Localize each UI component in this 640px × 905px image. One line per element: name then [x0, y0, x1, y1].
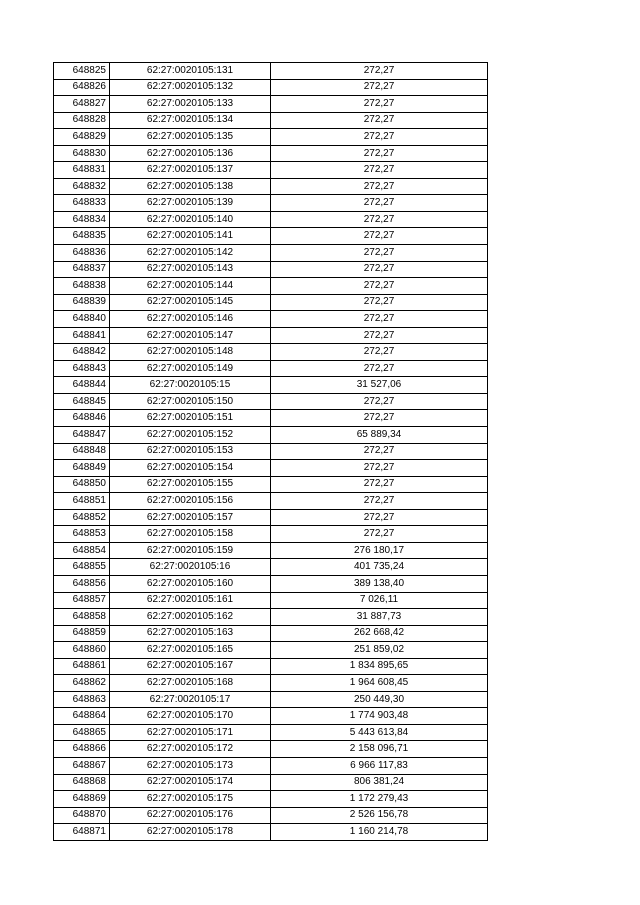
table-row: [54, 526, 488, 543]
cadastral-number-cell: 62:27:0020105:165: [110, 642, 271, 659]
value-cell: 806 381,24: [271, 774, 488, 791]
row-number-cell: 648855: [54, 559, 110, 576]
cadastral-number-cell: 62:27:0020105:175: [110, 791, 271, 808]
value-cell: 272,27: [271, 393, 488, 410]
table-row: [54, 211, 488, 228]
row-number-cell: 648857: [54, 592, 110, 609]
cadastral-number-cell: 62:27:0020105:147: [110, 327, 271, 344]
cadastral-number-cell: 62:27:0020105:158: [110, 526, 271, 543]
cadastral-number-cell: 62:27:0020105:155: [110, 476, 271, 493]
value-cell: 1 160 214,78: [271, 824, 488, 841]
value-cell: 31 527,06: [271, 377, 488, 394]
value-cell: 272,27: [271, 211, 488, 228]
value-cell: 272,27: [271, 63, 488, 80]
table-row: [54, 162, 488, 179]
row-number-cell: 648827: [54, 96, 110, 113]
row-number-cell: 648845: [54, 393, 110, 410]
value-cell: 272,27: [271, 195, 488, 212]
table-row: [54, 129, 488, 146]
table-row: [54, 691, 488, 708]
row-number-cell: 648826: [54, 79, 110, 96]
row-number-cell: 648850: [54, 476, 110, 493]
value-cell: 272,27: [271, 327, 488, 344]
table-row: [54, 658, 488, 675]
cadastral-number-cell: 62:27:0020105:172: [110, 741, 271, 758]
row-number-cell: 648844: [54, 377, 110, 394]
table-row: [54, 509, 488, 526]
row-number-cell: 648835: [54, 228, 110, 245]
table-row: [54, 327, 488, 344]
cadastral-number-cell: 62:27:0020105:141: [110, 228, 271, 245]
cadastral-number-cell: 62:27:0020105:133: [110, 96, 271, 113]
cadastral-number-cell: 62:27:0020105:144: [110, 278, 271, 295]
table-row: [54, 228, 488, 245]
value-cell: 272,27: [271, 79, 488, 96]
row-number-cell: 648842: [54, 344, 110, 361]
cadastral-number-cell: 62:27:0020105:139: [110, 195, 271, 212]
row-number-cell: 648831: [54, 162, 110, 179]
table-row: [54, 724, 488, 741]
cadastral-number-cell: 62:27:0020105:134: [110, 112, 271, 129]
table-row: [54, 609, 488, 626]
table-row: [54, 443, 488, 460]
value-cell: 401 735,24: [271, 559, 488, 576]
table-row: [54, 791, 488, 808]
row-number-cell: 648849: [54, 460, 110, 477]
cadastral-number-cell: 62:27:0020105:131: [110, 63, 271, 80]
table-row: [54, 708, 488, 725]
table-row: [54, 410, 488, 427]
value-cell: 272,27: [271, 228, 488, 245]
row-number-cell: 648839: [54, 294, 110, 311]
table-row: [54, 741, 488, 758]
cadastral-number-cell: 62:27:0020105:150: [110, 393, 271, 410]
value-cell: 65 889,34: [271, 427, 488, 444]
table-row: [54, 592, 488, 609]
row-number-cell: 648871: [54, 824, 110, 841]
value-cell: 272,27: [271, 178, 488, 195]
value-cell: 272,27: [271, 261, 488, 278]
value-cell: 272,27: [271, 360, 488, 377]
value-cell: 272,27: [271, 443, 488, 460]
table-row: [54, 476, 488, 493]
table-row: [54, 278, 488, 295]
value-cell: 1 774 903,48: [271, 708, 488, 725]
row-number-cell: 648863: [54, 691, 110, 708]
cadastral-number-cell: 62:27:0020105:153: [110, 443, 271, 460]
table-row: [54, 460, 488, 477]
table-row: [54, 824, 488, 841]
row-number-cell: 648847: [54, 427, 110, 444]
table-row: [54, 311, 488, 328]
row-number-cell: 648840: [54, 311, 110, 328]
value-cell: 272,27: [271, 493, 488, 510]
value-cell: 272,27: [271, 112, 488, 129]
cadastral-number-cell: 62:27:0020105:136: [110, 145, 271, 162]
row-number-cell: 648858: [54, 609, 110, 626]
value-cell: 389 138,40: [271, 575, 488, 592]
table-row: [54, 807, 488, 824]
cadastral-number-cell: 62:27:0020105:162: [110, 609, 271, 626]
cadastral-number-cell: 62:27:0020105:151: [110, 410, 271, 427]
row-number-cell: 648846: [54, 410, 110, 427]
value-cell: 272,27: [271, 96, 488, 113]
value-cell: 1 172 279,43: [271, 791, 488, 808]
table-row: [54, 625, 488, 642]
table-row: [54, 575, 488, 592]
value-cell: 272,27: [271, 294, 488, 311]
document-page: [53, 62, 488, 841]
table-row: [54, 393, 488, 410]
row-number-cell: 648825: [54, 63, 110, 80]
value-cell: 251 859,02: [271, 642, 488, 659]
cadastral-number-cell: 62:27:0020105:148: [110, 344, 271, 361]
row-number-cell: 648851: [54, 493, 110, 510]
row-number-cell: 648865: [54, 724, 110, 741]
value-cell: 272,27: [271, 476, 488, 493]
cadastral-number-cell: 62:27:0020105:152: [110, 427, 271, 444]
value-cell: 272,27: [271, 526, 488, 543]
row-number-cell: 648856: [54, 575, 110, 592]
row-number-cell: 648843: [54, 360, 110, 377]
value-cell: 272,27: [271, 344, 488, 361]
value-cell: 1 834 895,65: [271, 658, 488, 675]
value-cell: 250 449,30: [271, 691, 488, 708]
table-row: [54, 294, 488, 311]
row-number-cell: 648836: [54, 245, 110, 262]
table-row: [54, 344, 488, 361]
table-row: [54, 757, 488, 774]
row-number-cell: 648861: [54, 658, 110, 675]
row-number-cell: 648837: [54, 261, 110, 278]
table-row: [54, 542, 488, 559]
cadastral-number-cell: 62:27:0020105:138: [110, 178, 271, 195]
row-number-cell: 648834: [54, 211, 110, 228]
cadastral-number-cell: 62:27:0020105:143: [110, 261, 271, 278]
row-number-cell: 648868: [54, 774, 110, 791]
row-number-cell: 648866: [54, 741, 110, 758]
table-row: [54, 642, 488, 659]
cadastral-number-cell: 62:27:0020105:145: [110, 294, 271, 311]
table-row: [54, 774, 488, 791]
table-body: [54, 63, 488, 841]
row-number-cell: 648828: [54, 112, 110, 129]
value-cell: 272,27: [271, 278, 488, 295]
cadastral-number-cell: 62:27:0020105:173: [110, 757, 271, 774]
cadastral-number-cell: 62:27:0020105:178: [110, 824, 271, 841]
row-number-cell: 648867: [54, 757, 110, 774]
cadastral-number-cell: 62:27:0020105:163: [110, 625, 271, 642]
value-cell: 5 443 613,84: [271, 724, 488, 741]
value-cell: 2 526 156,78: [271, 807, 488, 824]
cadastral-number-cell: 62:27:0020105:149: [110, 360, 271, 377]
value-cell: 7 026,11: [271, 592, 488, 609]
table-row: [54, 493, 488, 510]
row-number-cell: 648862: [54, 675, 110, 692]
table-row: [54, 63, 488, 80]
row-number-cell: 648860: [54, 642, 110, 659]
cadastral-number-cell: 62:27:0020105:146: [110, 311, 271, 328]
value-cell: 31 887,73: [271, 609, 488, 626]
table-row: [54, 427, 488, 444]
cadastral-number-cell: 62:27:0020105:135: [110, 129, 271, 146]
cadastral-number-cell: 62:27:0020105:157: [110, 509, 271, 526]
cadastral-number-cell: 62:27:0020105:161: [110, 592, 271, 609]
value-cell: 272,27: [271, 162, 488, 179]
table-row: [54, 261, 488, 278]
row-number-cell: 648852: [54, 509, 110, 526]
table-row: [54, 178, 488, 195]
table-row: [54, 675, 488, 692]
cadastral-number-cell: 62:27:0020105:168: [110, 675, 271, 692]
cadastral-number-cell: 62:27:0020105:174: [110, 774, 271, 791]
row-number-cell: 648864: [54, 708, 110, 725]
table-row: [54, 112, 488, 129]
table-row: [54, 79, 488, 96]
row-number-cell: 648829: [54, 129, 110, 146]
value-cell: 272,27: [271, 460, 488, 477]
cadastral-number-cell: 62:27:0020105:156: [110, 493, 271, 510]
row-number-cell: 648859: [54, 625, 110, 642]
table-row: [54, 96, 488, 113]
value-cell: 272,27: [271, 509, 488, 526]
cadastral-number-cell: 62:27:0020105:17: [110, 691, 271, 708]
value-cell: 272,27: [271, 145, 488, 162]
cadastral-number-cell: 62:27:0020105:137: [110, 162, 271, 179]
cadastral-number-cell: 62:27:0020105:154: [110, 460, 271, 477]
row-number-cell: 648869: [54, 791, 110, 808]
table-row: [54, 195, 488, 212]
value-cell: 272,27: [271, 245, 488, 262]
row-number-cell: 648832: [54, 178, 110, 195]
value-cell: 272,27: [271, 311, 488, 328]
cadastral-number-cell: 62:27:0020105:170: [110, 708, 271, 725]
cadastral-number-cell: 62:27:0020105:159: [110, 542, 271, 559]
value-cell: 6 966 117,83: [271, 757, 488, 774]
value-cell: 272,27: [271, 410, 488, 427]
value-cell: 2 158 096,71: [271, 741, 488, 758]
cadastral-number-cell: 62:27:0020105:171: [110, 724, 271, 741]
row-number-cell: 648830: [54, 145, 110, 162]
cadastral-number-cell: 62:27:0020105:160: [110, 575, 271, 592]
cadastral-number-cell: 62:27:0020105:132: [110, 79, 271, 96]
table-row: [54, 559, 488, 576]
row-number-cell: 648870: [54, 807, 110, 824]
cadastral-number-cell: 62:27:0020105:140: [110, 211, 271, 228]
row-number-cell: 648848: [54, 443, 110, 460]
cadastral-number-cell: 62:27:0020105:15: [110, 377, 271, 394]
cadastral-value-table: [53, 62, 488, 841]
cadastral-number-cell: 62:27:0020105:142: [110, 245, 271, 262]
row-number-cell: 648841: [54, 327, 110, 344]
cadastral-number-cell: 62:27:0020105:167: [110, 658, 271, 675]
row-number-cell: 648853: [54, 526, 110, 543]
row-number-cell: 648833: [54, 195, 110, 212]
table-row: [54, 145, 488, 162]
value-cell: 262 668,42: [271, 625, 488, 642]
table-row: [54, 360, 488, 377]
value-cell: 276 180,17: [271, 542, 488, 559]
cadastral-number-cell: 62:27:0020105:176: [110, 807, 271, 824]
table-row: [54, 245, 488, 262]
row-number-cell: 648838: [54, 278, 110, 295]
row-number-cell: 648854: [54, 542, 110, 559]
value-cell: 272,27: [271, 129, 488, 146]
cadastral-number-cell: 62:27:0020105:16: [110, 559, 271, 576]
value-cell: 1 964 608,45: [271, 675, 488, 692]
table-row: [54, 377, 488, 394]
